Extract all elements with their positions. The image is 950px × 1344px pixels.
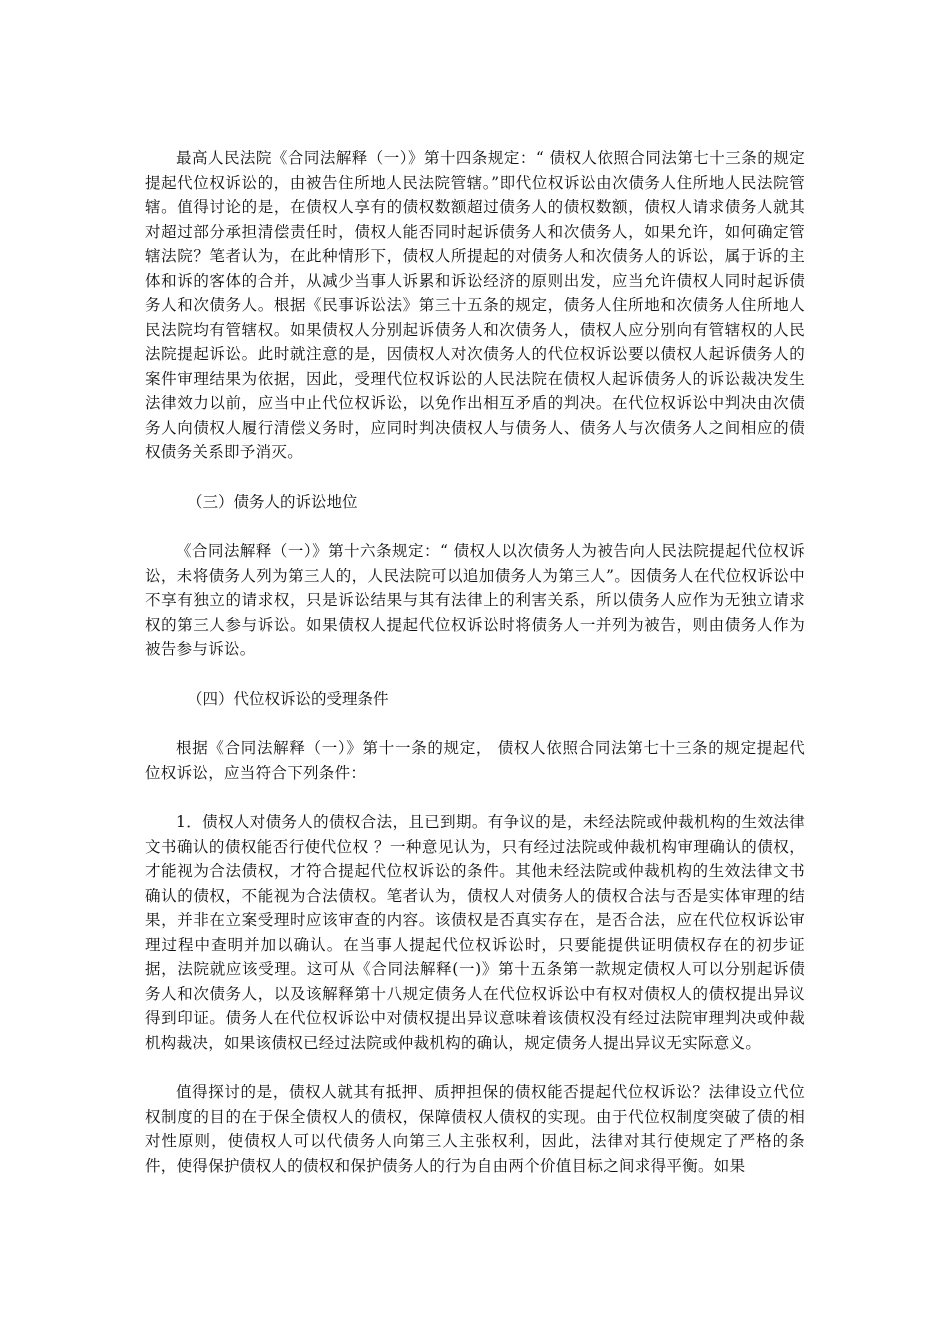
paragraph-secured-claims: 值得探讨的是，债权人就其有抵押、质押担保的债权能否提起代位权诉讼？法律设立代位权制度的目的在于保全债权人的债权，保障债权人债权的实现。由于代位权制度突破了债的相对性原则，使债权人可以代债务人向第三人主张权利，因此，法律对其行使规定了严格的条件，使得保护债权人的债权和保护债务人的行为自由两个价值目标之间求得平衡。如果 — [145, 1083, 805, 1175]
paragraph-conditions-intro: 根据《合同法解释（一）》第十一条的规定， 债权人依照合同法第七十三条的规定提起代位权诉讼，应当符合下列条件： — [145, 739, 805, 782]
section-heading-debtor-status: （三）债务人的诉讼地位 — [187, 492, 358, 511]
document-body — [145, 146, 805, 1203]
paragraph-debtor-status: 《合同法解释（一）》第十六条规定：“ 债权人以次债务人为被告向人民法院提起代位权诉讼，未将债务人列为第三人的，人民法院可以追加债务人为第三人”。因债务人在代位权诉讼中不享有独立的请求权，只是诉讼结果与其有法律上的利害关系，所以债务人应作为无独立请求权的第三人参与诉讼。如果债权人提起代位权诉讼时将债务人一并列为被告，则由债务人作为被告参与诉讼。 — [145, 542, 805, 658]
paragraph-jurisdiction: 最高人民法院《合同法解释（一）》第十四条规定：“ 债权人依照合同法第七十三条的规定提起代位权诉讼的，由被告住所地人民法院管辖。”即代位权诉讼由次债务人住所地人民法院管辖。值得讨论的是，在债权人享有的债权数额超过债务人的债权数额，债权人请求债务人就其对超过部分承担清偿责任时，债权人能否同时起诉债务人和次债务人，如果允许，如何确定管辖法院？笔者认为，在此种情形下，债权人所提起的对债务人和次债务人的诉讼，属于诉的主体和诉的客体的合并，从减少当事人诉累和诉讼经济的原则出发，应当允许债权人同时起诉债务人和次债务人。根据《民事诉讼法》第三十五条的规定，债务人住所地和次债务人住所地人民法院均有管辖权。如果债权人分别起诉债务人和次债务人，债权人应分别向有管辖权的人民法院提起诉讼。此时就注意的是，因债权人对次债务人的代位权诉讼要以债权人起诉债务人的案件审理结果为依据，因此，受理代位权诉讼的人民法院在债权人起诉债务人的诉讼裁决发生法律效力以前，应当中止代位权诉讼，以免作出相互矛盾的判决。在代位权诉讼中判决由次债务人向债权人履行清偿义务时，应同时判决债权人与债务人、债务人与次债务人之间相应的债权债务关系即予消灭。 — [145, 149, 805, 461]
section-heading-acceptance-conditions: （四）代位权诉讼的受理条件 — [187, 689, 389, 708]
paragraph-condition-one: 1．债权人对债务人的债权合法，且已到期。有争议的是，未经法院或仲裁机构的生效法律文书确认的债权能否行使代位权 ？一种意见认为，只有经过法院或仲裁机构审理确认的债权，才能视为合法债权，才符合提起代位权诉讼的条件。其他未经法院或仲裁机构的生效法律文书确认的债权，不能视为合法债权。笔者认为，债权人对债务人的债权合法与否是实体审理的结果，并非在立案受理时应该审查的内容。该债权是否真实存在，是否合法，应在代位权诉讼审理过程中查明并加以确认。在当事人提起代位权诉讼时，只要能提供证明债权存在的初步证据，法院就应该受理。这可从《合同法解释(一)》第十五条第一款规定债权人可以分别起诉债务人和次债务人，以及该解释第十八规定债务人在代位权诉讼中有权对债权人的债权提出异议得到印证。债务人在代位权诉讼中对债权提出异议意味着该债权没有经过法院审理判决或仲裁机构裁决，如果该债权已经过法院或仲裁机构的确认，规定债务人提出异议无实际意义。 — [145, 813, 805, 1052]
